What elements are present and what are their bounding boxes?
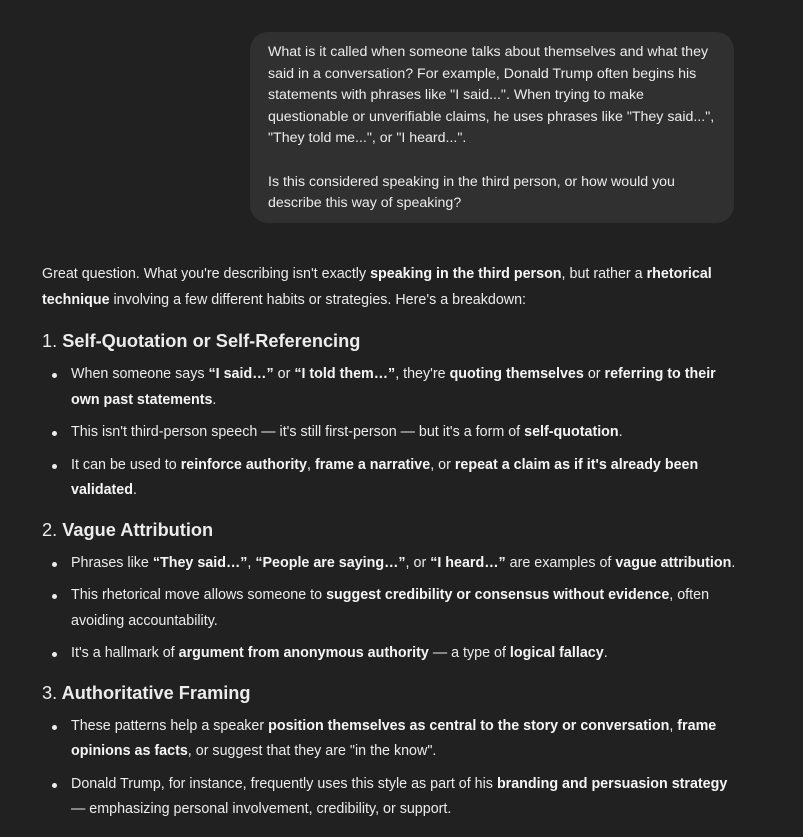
list-item: This isn't third-person speech — it's still first-person — but it's a form of self-quotation. bbox=[71, 420, 742, 446]
list-item: This rhetorical move allows someone to suggest credibility or consensus without evidence, often avoiding accountability. bbox=[71, 583, 742, 634]
list-item: It's a hallmark of argument from anonymous authority — a type of logical fallacy. bbox=[71, 641, 742, 667]
section-heading: 2. Vague Attribution bbox=[42, 519, 214, 540]
bullet-list bbox=[42, 362, 742, 504]
bullet-list bbox=[42, 551, 742, 667]
bullet-list bbox=[42, 714, 742, 823]
list-item: It can be used to reinforce authority, frame a narrative, or repeat a claim as if it's already been validated. bbox=[71, 453, 742, 504]
user-message-bubble bbox=[250, 32, 734, 223]
list-item: These patterns help a speaker position themselves as central to the story or conversation, frame opinions as facts, or suggest that they are "in the know". bbox=[71, 714, 742, 765]
section-heading: 3. Authoritative Framing bbox=[42, 682, 251, 703]
list-item: Donald Trump, for instance, frequently uses this style as part of his branding and persuasion strategy — emphasizing personal involvement, credibility, or support. bbox=[71, 772, 742, 823]
assistant-response bbox=[42, 262, 742, 823]
response-intro: Great question. What you're describing isn't exactly speaking in the third person, but rather a rhetorical technique involving a few different habits or strategies. Here's a breakdown: bbox=[42, 266, 712, 308]
list-item: When someone says “I said…” or “I told them…”, they're quoting themselves or referring to their own past statements. bbox=[71, 362, 742, 413]
user-message-paragraph: Is this considered speaking in the third person, or how would you describe this way of speaking? bbox=[268, 173, 675, 212]
user-message-paragraph: What is it called when someone talks about themselves and what they said in a conversation? For example, Donald Trump often begins his statements with phrases like "I said...". When trying to make questionable or unverifiable claims, he uses phrases like "They said...", "They told me...", or "I heard...". bbox=[268, 44, 715, 147]
list-item: Phrases like “They said…”, “People are saying…”, or “I heard…” are examples of vague attribution. bbox=[71, 551, 742, 577]
section-heading: 1. Self-Quotation or Self-Referencing bbox=[42, 331, 361, 351]
